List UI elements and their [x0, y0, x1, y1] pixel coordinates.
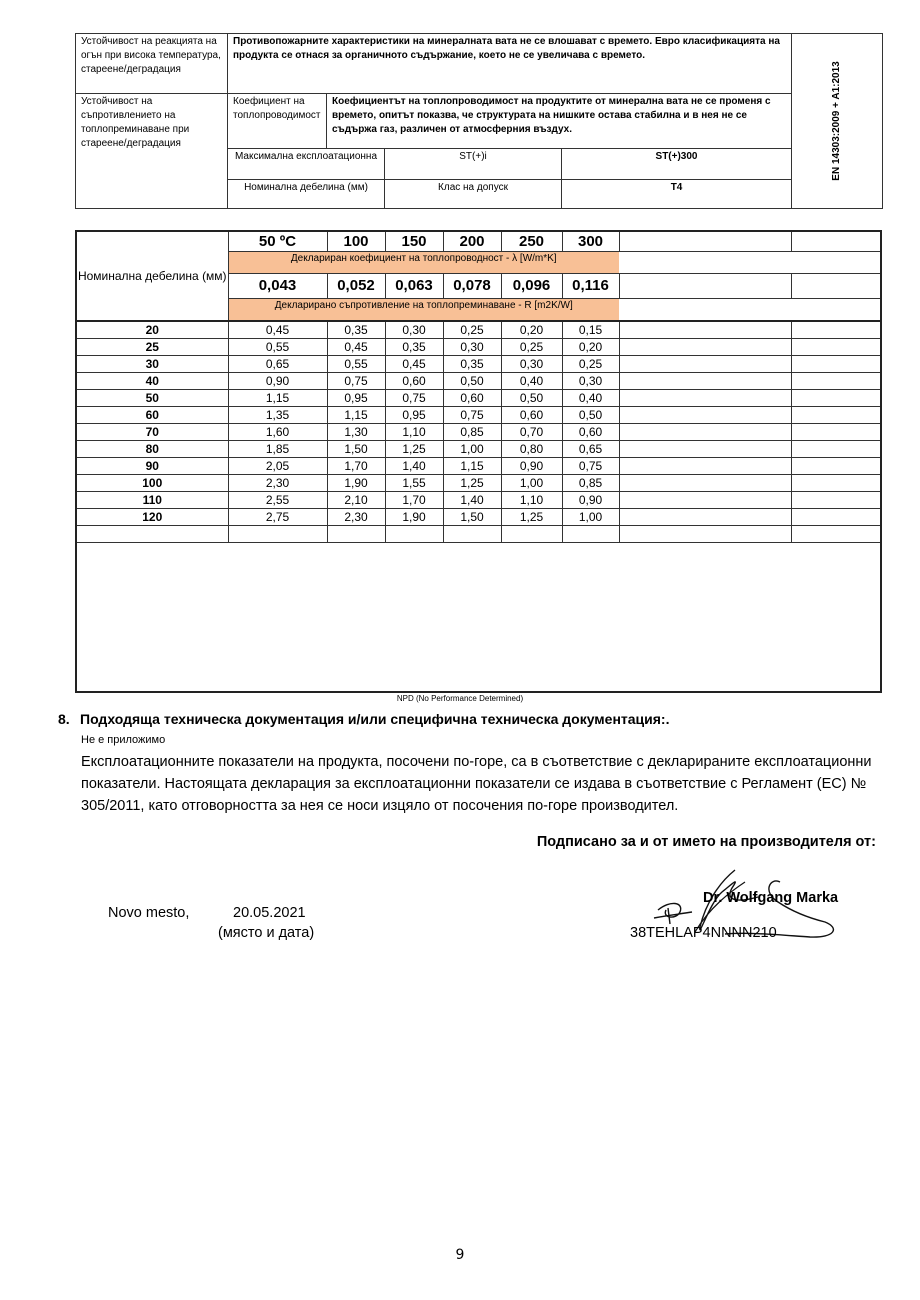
r-value-cell: 0,75	[385, 390, 443, 407]
table-row	[76, 441, 881, 458]
blank-area	[76, 543, 881, 693]
table-row	[76, 458, 881, 475]
r-value-rows	[76, 321, 881, 526]
st-value: ST(+)300	[562, 149, 792, 180]
r-value-cell: 0,45	[228, 321, 327, 339]
r-value-cell: 0,45	[327, 339, 385, 356]
thickness-cell: 100	[76, 475, 228, 492]
r-value-cell: 0,80	[501, 441, 562, 458]
table-row	[76, 356, 881, 373]
r-value-cell: 0,30	[443, 339, 501, 356]
empty-cell	[619, 339, 791, 356]
r-value-cell: 0,50	[501, 390, 562, 407]
thickness-cell: 90	[76, 458, 228, 475]
tolerance-class-label: Клас на допуск	[385, 180, 562, 209]
r-value-cell: 0,90	[501, 458, 562, 475]
table-row	[76, 407, 881, 424]
r-value-cell: 0,75	[443, 407, 501, 424]
empty-cell	[619, 231, 791, 252]
st-class-label: ST(+)i	[385, 149, 562, 180]
table-row	[76, 339, 881, 356]
r-value-cell: 0,40	[501, 373, 562, 390]
r-value-cell: 2,30	[228, 475, 327, 492]
thickness-cell: 70	[76, 424, 228, 441]
r-value-cell: 2,55	[228, 492, 327, 509]
r-value-cell: 0,75	[562, 458, 619, 475]
r-value-cell: 0,70	[501, 424, 562, 441]
r-value-cell: 0,20	[562, 339, 619, 356]
r-value-cell: 0,50	[443, 373, 501, 390]
nominal-thickness-label: Номинална дебелина (мм)	[228, 180, 385, 209]
signed-for-label: Подписано за и от името на производителя от:	[536, 834, 876, 850]
r-value-cell: 0,90	[228, 373, 327, 390]
empty-cell	[619, 526, 791, 543]
temp-header: 150	[385, 231, 443, 252]
r-value-cell: 1,10	[385, 424, 443, 441]
r-value-cell: 0,60	[501, 407, 562, 424]
thickness-cell: 25	[76, 339, 228, 356]
empty-cell	[619, 373, 791, 390]
temp-header: 50 ºC	[228, 231, 327, 252]
durability-table	[75, 33, 883, 209]
empty-cell	[619, 390, 791, 407]
thickness-header: Номинална дебелина (мм)	[76, 231, 228, 321]
r-value-cell: 0,45	[385, 356, 443, 373]
signer-name: Dr. Wolfgang Marka	[703, 890, 839, 906]
temp-header: 300	[562, 231, 619, 252]
r-value-cell: 0,60	[562, 424, 619, 441]
r-value-cell: 0,30	[385, 321, 443, 339]
empty-cell	[619, 509, 791, 526]
r-value-cell: 0,65	[228, 356, 327, 373]
table-row	[76, 492, 881, 509]
thermal-durability-label: Устойчивост на съпротивлението на топлопреминаване при стареене/деградация	[76, 94, 228, 209]
empty-cell	[791, 424, 881, 441]
r-value-cell: 0,90	[562, 492, 619, 509]
empty-cell	[791, 475, 881, 492]
empty-cell	[791, 390, 881, 407]
r-value-cell: 0,25	[443, 321, 501, 339]
r-value-cell: 1,90	[385, 509, 443, 526]
r-value-cell: 1,25	[385, 441, 443, 458]
standard-cell	[792, 34, 883, 209]
thickness-cell: 110	[76, 492, 228, 509]
empty-cell	[443, 526, 501, 543]
r-value-cell: 0,55	[228, 339, 327, 356]
lambda-value: 0,116	[562, 274, 619, 299]
document-code: 38TEHLAP4NNNN210	[630, 925, 777, 941]
not-applicable: Не е приложимо	[81, 734, 166, 746]
empty-cell	[791, 407, 881, 424]
conductivity-text: Коефициентът на топлопроводимост на продуктите от минерална вата не се променя с времето, опитът показва, че структурата на нишките остава стабилна и в нея не се съдържа газ, различен от атмосферния въздух.	[327, 94, 792, 149]
r-value-cell: 0,25	[562, 356, 619, 373]
table-row	[76, 509, 881, 526]
temp-header: 250	[501, 231, 562, 252]
lambda-value: 0,043	[228, 274, 327, 299]
r-value-cell: 0,35	[385, 339, 443, 356]
place-date-label: (място и дата)	[218, 925, 315, 941]
r-value-cell: 1,60	[228, 424, 327, 441]
thickness-cell: 120	[76, 509, 228, 526]
empty-cell	[791, 441, 881, 458]
r-value-cell: 0,40	[562, 390, 619, 407]
page-number: 9	[455, 1247, 465, 1263]
thickness-cell: 30	[76, 356, 228, 373]
r-value-cell: 1,25	[443, 475, 501, 492]
temp-header: 200	[443, 231, 501, 252]
thickness-cell: 60	[76, 407, 228, 424]
empty-cell	[791, 526, 881, 543]
r-value-cell: 2,05	[228, 458, 327, 475]
r-value-cell: 1,35	[228, 407, 327, 424]
r-value-cell: 1,90	[327, 475, 385, 492]
r-caption: Декларирано съпротивление на топлопреминаване - R [m2K/W]	[228, 299, 619, 322]
r-value-cell: 1,00	[562, 509, 619, 526]
lambda-caption: Деклариран коефициент на топлопроводност - λ [W/m*K]	[228, 252, 619, 274]
thickness-cell: 20	[76, 321, 228, 339]
max-service-label: Максимална експлоатационна	[228, 149, 385, 180]
npd-note: NPD (No Performance Determined)	[396, 694, 524, 703]
r-value-cell: 0,55	[327, 356, 385, 373]
section-title: Подходяща техническа документация и/или специфична техническа документация:.	[80, 711, 670, 727]
table-row	[76, 475, 881, 492]
empty-cell	[619, 356, 791, 373]
r-value-cell: 1,55	[385, 475, 443, 492]
empty-cell	[791, 231, 881, 252]
empty-cell	[619, 274, 791, 299]
r-value-cell: 1,50	[327, 441, 385, 458]
r-value-cell: 0,30	[501, 356, 562, 373]
empty-cell	[619, 299, 881, 322]
r-value-cell: 2,10	[327, 492, 385, 509]
r-value-cell: 0,95	[327, 390, 385, 407]
fire-durability-label: Устойчивост на реакцията на огън при висока температура, стареене/деградация	[76, 34, 228, 94]
lambda-value: 0,052	[327, 274, 385, 299]
empty-cell	[791, 274, 881, 299]
r-value-cell: 2,75	[228, 509, 327, 526]
table-row	[76, 390, 881, 407]
empty-cell	[562, 526, 619, 543]
r-value-cell: 0,35	[443, 356, 501, 373]
tolerance-value: T4	[562, 180, 792, 209]
empty-cell	[619, 441, 791, 458]
r-value-cell: 0,50	[562, 407, 619, 424]
thermal-resistance-table	[75, 230, 882, 693]
r-value-cell: 0,65	[562, 441, 619, 458]
table-row	[76, 373, 881, 390]
lambda-value: 0,096	[501, 274, 562, 299]
empty-cell	[385, 526, 443, 543]
empty-cell	[76, 526, 228, 543]
temp-header: 100	[327, 231, 385, 252]
r-value-cell: 1,15	[228, 390, 327, 407]
empty-cell	[619, 492, 791, 509]
table-row	[76, 424, 881, 441]
r-value-cell: 1,10	[501, 492, 562, 509]
r-value-cell: 1,40	[443, 492, 501, 509]
empty-cell	[791, 492, 881, 509]
section-8-heading	[58, 711, 669, 727]
r-value-cell: 2,30	[327, 509, 385, 526]
empty-cell	[791, 373, 881, 390]
r-value-cell: 0,95	[385, 407, 443, 424]
r-value-cell: 1,00	[443, 441, 501, 458]
r-value-cell: 1,40	[385, 458, 443, 475]
r-value-cell: 1,15	[327, 407, 385, 424]
date: 20.05.2021	[233, 905, 306, 921]
r-value-cell: 1,70	[327, 458, 385, 475]
empty-cell	[791, 356, 881, 373]
table-row	[76, 321, 881, 339]
r-value-cell: 1,25	[501, 509, 562, 526]
empty-cell	[501, 526, 562, 543]
r-value-cell: 1,15	[443, 458, 501, 475]
place: Novo mesto,	[108, 905, 190, 921]
conductivity-label: Коефициент на топлопроводимост	[228, 94, 327, 149]
empty-cell	[791, 509, 881, 526]
r-value-cell: 1,85	[228, 441, 327, 458]
fire-durability-text: Противопожарните характеристики на минералната вата не се влошават с времето. Евро класификацията на продукта се отнася за органичното съдържание, което не се увеличава с времето.	[228, 34, 792, 94]
r-value-cell: 1,30	[327, 424, 385, 441]
empty-cell	[619, 458, 791, 475]
empty-cell	[791, 458, 881, 475]
empty-cell	[327, 526, 385, 543]
r-value-cell: 0,20	[501, 321, 562, 339]
empty-cell	[228, 526, 327, 543]
empty-cell	[791, 321, 881, 339]
r-value-cell: 0,15	[562, 321, 619, 339]
empty-cell	[619, 252, 881, 274]
thickness-cell: 50	[76, 390, 228, 407]
thickness-cell: 40	[76, 373, 228, 390]
r-value-cell: 0,30	[562, 373, 619, 390]
empty-cell	[791, 339, 881, 356]
thickness-cell: 80	[76, 441, 228, 458]
lambda-value: 0,078	[443, 274, 501, 299]
empty-cell	[619, 424, 791, 441]
r-value-cell: 1,00	[501, 475, 562, 492]
r-value-cell: 0,75	[327, 373, 385, 390]
r-value-cell: 0,35	[327, 321, 385, 339]
empty-cell	[619, 407, 791, 424]
r-value-cell: 0,85	[562, 475, 619, 492]
r-value-cell: 1,50	[443, 509, 501, 526]
r-value-cell: 0,25	[501, 339, 562, 356]
r-value-cell: 0,60	[443, 390, 501, 407]
r-value-cell: 0,85	[443, 424, 501, 441]
lambda-value: 0,063	[385, 274, 443, 299]
empty-cell	[619, 321, 791, 339]
r-value-cell: 0,60	[385, 373, 443, 390]
declaration-paragraph: Експлоатационните показатели на продукта, посочени по-горе, са в съответствие с декларираните експлоатационни показатели. Настоящата декларация за експлоатационни показатели се издава в съответствие с Регламент (ЕС) № 305/2011, като отговорността за нея се носи изцяло от посочения по-горе производител.	[81, 754, 872, 814]
r-value-cell: 1,70	[385, 492, 443, 509]
section-number: 8.	[58, 711, 70, 727]
standard-reference: EN 14303:2009 + A1:2013	[831, 61, 843, 181]
empty-cell	[619, 475, 791, 492]
